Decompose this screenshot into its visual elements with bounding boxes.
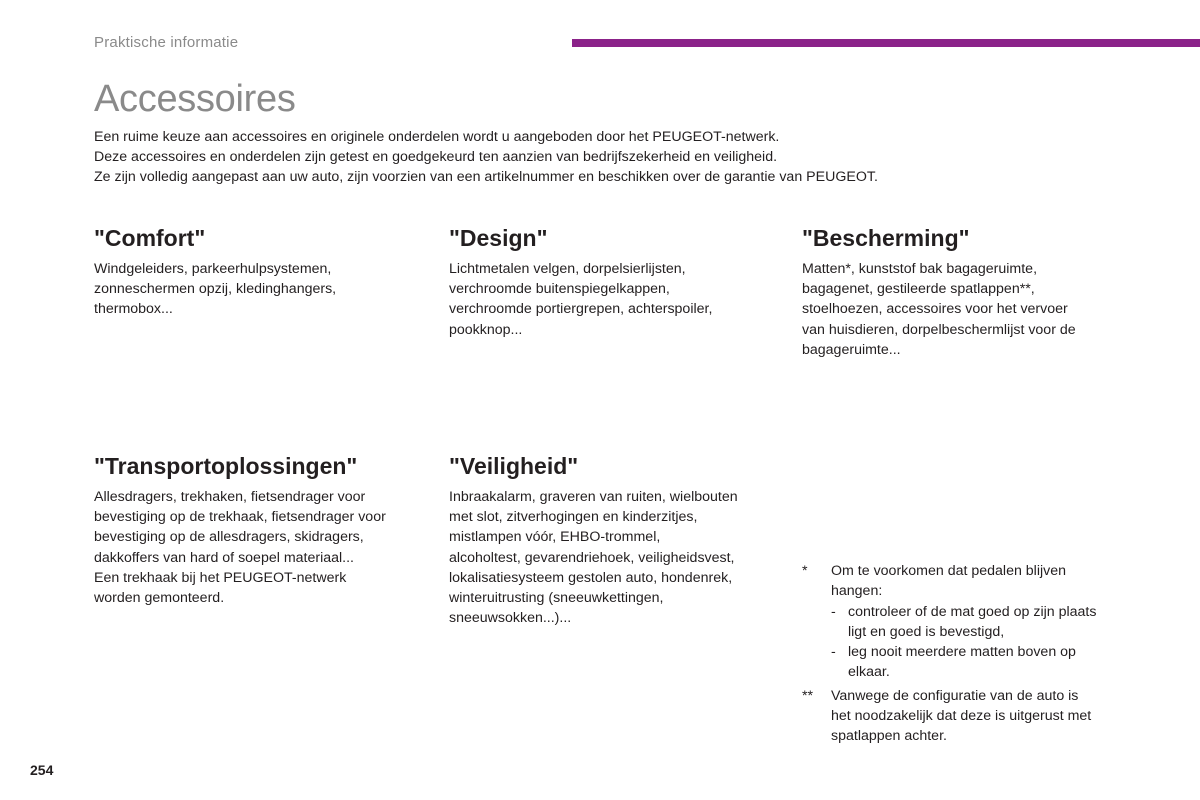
category-title: "Comfort" (94, 225, 206, 251)
intro-line: Een ruime keuze aan accessoires en originele onderdelen wordt u aangeboden door het PEUGEOT-netwerk. (94, 129, 780, 145)
category-title: "Veiligheid" (449, 453, 579, 479)
footnote-single (802, 561, 1132, 683)
category-text: Allesdragers, trekhaken, fietsendrager voor bevestiging op de trekhaak, fietsendrager voor bevestiging op de allesdragers, skidragers, dakkoffers van hard of soepel materiaal... Een trekhaak bij het PEUGEOT-netwerk worden gemonteerd. (94, 489, 386, 607)
footnote-text: Om te voorkomen dat pedalen blijven hangen: (831, 563, 1067, 600)
category-text: Lichtmetalen velgen, dorpelsierlijsten, verchroomde buitenspiegelkappen, verchroomde portiergrepen, achterspoiler, pookknop... (449, 261, 713, 338)
footnotes (802, 561, 1132, 747)
category-transportoplossingen (94, 452, 424, 608)
category-title: "Bescherming" (802, 225, 970, 251)
footnote-subitem: - leg nooit meerdere matten boven op elkaar. (831, 644, 1076, 681)
category-design (449, 224, 779, 340)
category-bescherming (802, 224, 1132, 360)
category-text: Matten*, kunststof bak bagageruimte, bagagenet, gestileerde spatlappen**, stoelhoezen, accessoires voor het vervoer van huisdieren, dorpelbeschermlijst voor de bagageruimte... (802, 261, 1076, 358)
footnote-double (802, 686, 1132, 747)
category-text: Windgeleiders, parkeerhulpsystemen, zonneschermen opzij, kledinghangers, thermobox... (94, 261, 337, 318)
intro-text (94, 127, 1094, 188)
category-veiligheid (449, 452, 779, 628)
category-title: "Transportoplossingen" (94, 453, 358, 479)
footnote-mark: * (802, 563, 808, 579)
intro-line: Deze accessoires en onderdelen zijn getest en goedgekeurd ten aanzien van bedrijfszekerheid en veiligheid. (94, 149, 778, 166)
footnote-text: Vanwege de configuratie van de auto is het noodzakelijk dat deze is uitgerust met spatlappen achter. (831, 687, 1092, 745)
section-label: Praktische informatie (94, 34, 239, 51)
category-text: Inbraakalarm, graveren van ruiten, wielbouten met slot, zitverhogingen en kinderzitjes, mistlampen vóór, EHBO-trommel, alcoholtest, gevarendriehoek, veiligheidsvest, lokalisatiesysteem gestolen auto, hondenrek, winteruitrusting (sneeuwkettingen, sneeuwsokken...)... (449, 489, 738, 627)
page-title: Accessoires (94, 78, 296, 120)
page-number: 254 (30, 762, 54, 778)
category-comfort (94, 224, 424, 320)
category-title: "Design" (449, 225, 548, 251)
header-accent-bar (572, 39, 1200, 47)
intro-line: Ze zijn volledig aangepast aan uw auto, zijn voorzien van een artikelnummer en beschikken over de garantie van PEUGEOT. (94, 169, 878, 186)
footnote-mark: ** (802, 687, 814, 704)
footnote-subitem: - controleer of de mat goed op zijn plaats ligt en goed is bevestigd, (831, 603, 1097, 640)
